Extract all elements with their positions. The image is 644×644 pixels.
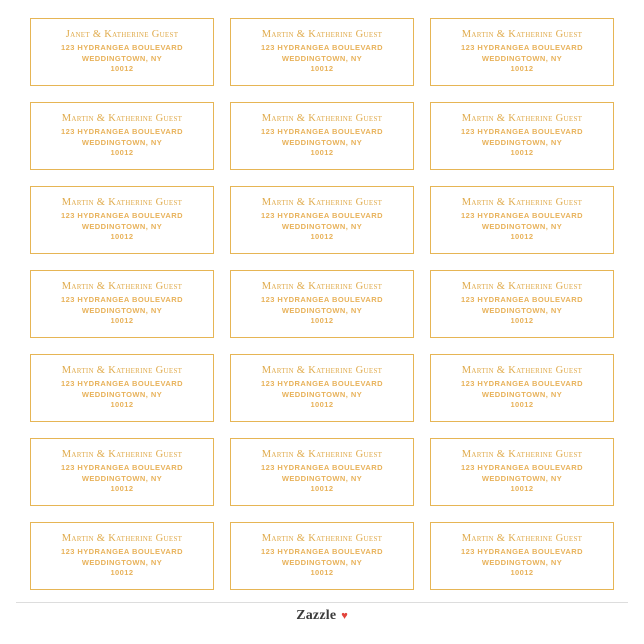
sheet-footer: [16, 602, 628, 629]
label-city-state: WEDDINGTOWN, NY: [281, 53, 363, 63]
label-street: 123 HYDRANGEA BOULEVARD: [260, 294, 384, 304]
label-name: Janet & Katherine Guest: [65, 28, 179, 40]
label-street: 123 HYDRANGEA BOULEVARD: [60, 210, 184, 220]
label-text-block: [24, 281, 220, 328]
label-name: Martin & Katherine Guest: [461, 196, 583, 208]
label-text-block: [224, 449, 420, 496]
label-street: 123 HYDRANGEA BOULEVARD: [260, 42, 384, 52]
label-name: Martin & Katherine Guest: [261, 28, 383, 40]
label-street: 123 HYDRANGEA BOULEVARD: [60, 462, 184, 472]
label-city-state: WEDDINGTOWN, NY: [481, 221, 563, 231]
label-zip: 10012: [510, 316, 534, 326]
label-street: 123 HYDRANGEA BOULEVARD: [260, 378, 384, 388]
label-text-block: [224, 29, 420, 76]
label-text-block: [224, 365, 420, 412]
address-label: [424, 348, 620, 428]
label-street: 123 HYDRANGEA BOULEVARD: [60, 378, 184, 388]
address-label: [424, 180, 620, 260]
label-street: 123 HYDRANGEA BOULEVARD: [460, 378, 584, 388]
address-label: [24, 12, 220, 92]
label-zip: 10012: [310, 232, 334, 242]
label-zip: 10012: [310, 316, 334, 326]
label-street: 123 HYDRANGEA BOULEVARD: [60, 294, 184, 304]
label-text-block: [24, 533, 220, 580]
label-name: Martin & Katherine Guest: [261, 364, 383, 376]
label-street: 123 HYDRANGEA BOULEVARD: [460, 294, 584, 304]
label-zip: 10012: [310, 64, 334, 74]
label-zip: 10012: [310, 400, 334, 410]
label-text-block: [24, 29, 220, 76]
label-street: 123 HYDRANGEA BOULEVARD: [60, 126, 184, 136]
label-name: Martin & Katherine Guest: [461, 112, 583, 124]
address-label: [24, 96, 220, 176]
address-label: [24, 432, 220, 512]
label-city-state: WEDDINGTOWN, NY: [481, 305, 563, 315]
label-city-state: WEDDINGTOWN, NY: [81, 305, 163, 315]
label-text-block: [224, 281, 420, 328]
label-name: Martin & Katherine Guest: [61, 448, 183, 460]
heart-icon: ♥: [341, 610, 348, 622]
label-name: Martin & Katherine Guest: [61, 196, 183, 208]
label-text-block: [224, 533, 420, 580]
label-zip: 10012: [510, 568, 534, 578]
label-name: Martin & Katherine Guest: [261, 196, 383, 208]
label-name: Martin & Katherine Guest: [461, 28, 583, 40]
label-zip: 10012: [110, 400, 134, 410]
address-label: [224, 348, 420, 428]
label-zip: 10012: [510, 400, 534, 410]
label-city-state: WEDDINGTOWN, NY: [481, 473, 563, 483]
label-street: 123 HYDRANGEA BOULEVARD: [60, 42, 184, 52]
label-city-state: WEDDINGTOWN, NY: [281, 221, 363, 231]
label-text-block: [224, 113, 420, 160]
label-text-block: [424, 449, 620, 496]
label-text-block: [424, 365, 620, 412]
address-label: [224, 264, 420, 344]
label-zip: 10012: [110, 232, 134, 242]
label-street: 123 HYDRANGEA BOULEVARD: [260, 462, 384, 472]
address-label: [224, 12, 420, 92]
label-name: Martin & Katherine Guest: [261, 280, 383, 292]
address-label: [224, 180, 420, 260]
address-label: [224, 96, 420, 176]
label-zip: 10012: [110, 148, 134, 158]
label-name: Martin & Katherine Guest: [461, 364, 583, 376]
label-city-state: WEDDINGTOWN, NY: [281, 137, 363, 147]
label-city-state: WEDDINGTOWN, NY: [481, 389, 563, 399]
address-label: [424, 96, 620, 176]
label-text-block: [24, 365, 220, 412]
label-city-state: WEDDINGTOWN, NY: [481, 53, 563, 63]
label-street: 123 HYDRANGEA BOULEVARD: [460, 210, 584, 220]
label-street: 123 HYDRANGEA BOULEVARD: [460, 42, 584, 52]
label-zip: 10012: [510, 148, 534, 158]
label-text-block: [424, 113, 620, 160]
label-street: 123 HYDRANGEA BOULEVARD: [260, 210, 384, 220]
label-city-state: WEDDINGTOWN, NY: [81, 389, 163, 399]
label-zip: 10012: [510, 484, 534, 494]
label-city-state: WEDDINGTOWN, NY: [281, 557, 363, 567]
address-label: [424, 264, 620, 344]
label-city-state: WEDDINGTOWN, NY: [281, 473, 363, 483]
address-label: [24, 264, 220, 344]
label-zip: 10012: [110, 568, 134, 578]
label-zip: 10012: [510, 232, 534, 242]
label-text-block: [424, 281, 620, 328]
label-text-block: [424, 197, 620, 244]
label-street: 123 HYDRANGEA BOULEVARD: [260, 126, 384, 136]
label-name: Martin & Katherine Guest: [61, 364, 183, 376]
label-text-block: [24, 449, 220, 496]
address-label: [224, 432, 420, 512]
label-text-block: [424, 29, 620, 76]
address-label: [424, 516, 620, 596]
label-city-state: WEDDINGTOWN, NY: [81, 221, 163, 231]
label-text-block: [24, 113, 220, 160]
address-label: [424, 12, 620, 92]
label-street: 123 HYDRANGEA BOULEVARD: [460, 126, 584, 136]
label-city-state: WEDDINGTOWN, NY: [81, 557, 163, 567]
label-city-state: WEDDINGTOWN, NY: [481, 137, 563, 147]
label-name: Martin & Katherine Guest: [261, 532, 383, 544]
label-name: Martin & Katherine Guest: [61, 112, 183, 124]
label-city-state: WEDDINGTOWN, NY: [81, 137, 163, 147]
label-name: Martin & Katherine Guest: [261, 448, 383, 460]
label-zip: 10012: [110, 64, 134, 74]
label-name: Martin & Katherine Guest: [461, 280, 583, 292]
label-text-block: [24, 197, 220, 244]
label-name: Martin & Katherine Guest: [461, 532, 583, 544]
label-text-block: [424, 533, 620, 580]
label-name: Martin & Katherine Guest: [461, 448, 583, 460]
zazzle-brand-label: Zazzle: [296, 608, 337, 623]
label-zip: 10012: [110, 484, 134, 494]
address-label: [24, 348, 220, 428]
label-zip: 10012: [310, 568, 334, 578]
label-zip: 10012: [310, 484, 334, 494]
label-street: 123 HYDRANGEA BOULEVARD: [60, 546, 184, 556]
label-name: Martin & Katherine Guest: [61, 280, 183, 292]
label-street: 123 HYDRANGEA BOULEVARD: [460, 546, 584, 556]
label-name: Martin & Katherine Guest: [261, 112, 383, 124]
label-street: 123 HYDRANGEA BOULEVARD: [260, 546, 384, 556]
label-city-state: WEDDINGTOWN, NY: [81, 53, 163, 63]
address-label: [24, 180, 220, 260]
label-text-block: [224, 197, 420, 244]
label-street: 123 HYDRANGEA BOULEVARD: [460, 462, 584, 472]
label-name: Martin & Katherine Guest: [61, 532, 183, 544]
address-label: [24, 516, 220, 596]
label-zip: 10012: [110, 316, 134, 326]
label-zip: 10012: [510, 64, 534, 74]
label-city-state: WEDDINGTOWN, NY: [281, 389, 363, 399]
label-city-state: WEDDINGTOWN, NY: [281, 305, 363, 315]
label-city-state: WEDDINGTOWN, NY: [81, 473, 163, 483]
label-zip: 10012: [310, 148, 334, 158]
label-city-state: WEDDINGTOWN, NY: [481, 557, 563, 567]
labels-grid: [16, 12, 628, 596]
address-label: [224, 516, 420, 596]
address-label: [424, 432, 620, 512]
